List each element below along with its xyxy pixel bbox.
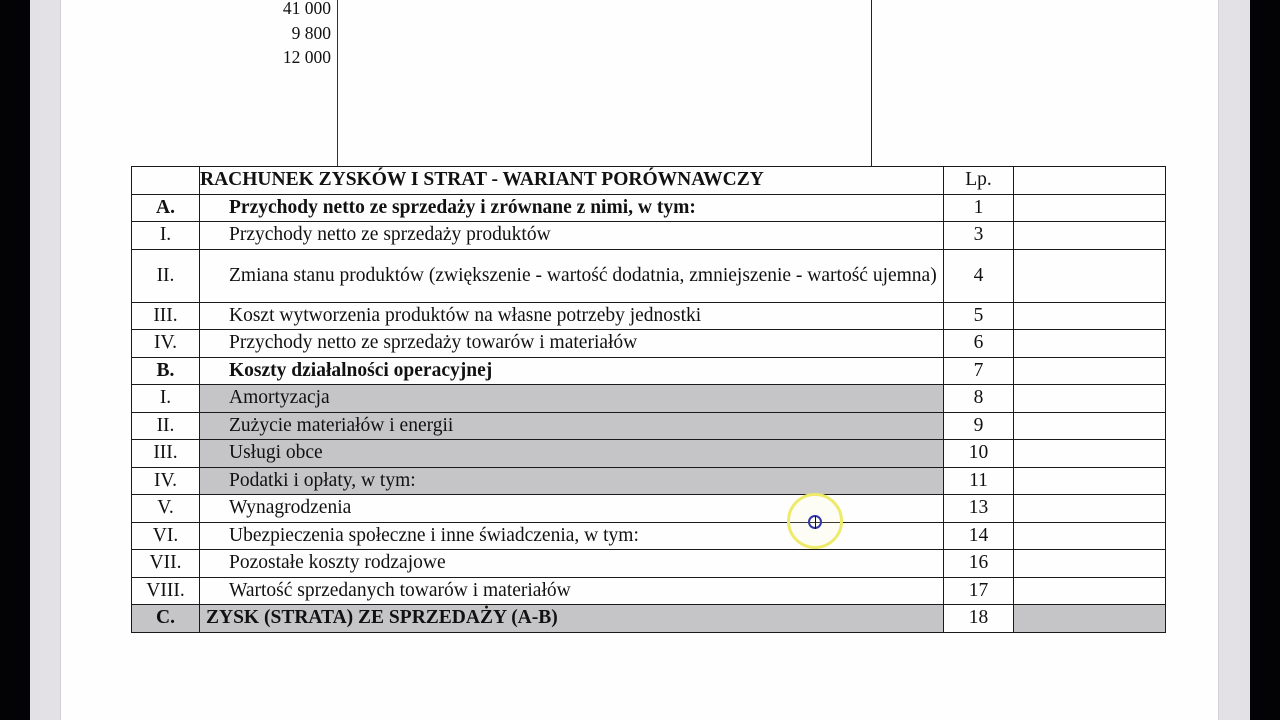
row-label[interactable] (200, 550, 944, 578)
row-value[interactable] (1014, 385, 1166, 413)
row-value[interactable] (1014, 194, 1166, 222)
row-value[interactable] (1014, 357, 1166, 385)
row-label[interactable] (200, 440, 944, 468)
row-value[interactable] (1014, 605, 1166, 633)
row-label-text: Przychody netto ze sprzedaży towarów i materiałów (229, 332, 638, 354)
row-lp[interactable]: 11 (944, 467, 1014, 495)
row-label-text: Wynagrodzenia (229, 497, 352, 519)
table-title[interactable]: RACHUNEK ZYSKÓW I STRAT - WARIANT PORÓWNAWCZY (200, 167, 944, 195)
table-header-row (132, 167, 1166, 195)
document-page (61, 0, 1218, 720)
table-row (132, 577, 1166, 605)
row-label-text: Podatki i opłaty, w tym: (229, 469, 416, 491)
row-symbol[interactable]: VI. (132, 522, 200, 550)
row-label[interactable] (200, 194, 944, 222)
upper-values-column (211, 0, 331, 70)
row-lp[interactable]: 7 (944, 357, 1014, 385)
row-label[interactable]: ZYSK (STRATA) ZE SPRZEDAŻY (A-B) (200, 605, 944, 633)
row-label-text: Ubezpieczenia społeczne i inne świadczenia, w tym: (229, 524, 639, 546)
row-value[interactable] (1014, 249, 1166, 302)
row-symbol[interactable]: VIII. (132, 577, 200, 605)
row-lp[interactable]: 10 (944, 440, 1014, 468)
left-gutter (30, 0, 61, 720)
row-label-text: Pozostałe koszty rodzajowe (229, 552, 446, 574)
row-value[interactable] (1014, 495, 1166, 523)
row-label[interactable] (200, 577, 944, 605)
table-row (132, 550, 1166, 578)
table-row (132, 330, 1166, 358)
row-symbol[interactable]: III. (132, 302, 200, 330)
row-lp[interactable]: 13 (944, 495, 1014, 523)
row-value[interactable] (1014, 577, 1166, 605)
upper-value[interactable]: 12 000 (282, 47, 331, 67)
row-lp[interactable]: 5 (944, 302, 1014, 330)
table-row (132, 467, 1166, 495)
upper-value[interactable]: 9 800 (291, 22, 331, 43)
row-label[interactable] (200, 330, 944, 358)
row-label[interactable] (200, 467, 944, 495)
row-lp[interactable]: 14 (944, 522, 1014, 550)
row-value[interactable] (1014, 222, 1166, 250)
row-label[interactable] (200, 412, 944, 440)
row-label[interactable] (200, 222, 944, 250)
row-label[interactable]: Zmiana stanu produktów (zwiększenie - wartość dodatnia, zmniejszenie - wartość ujemna) (200, 249, 944, 302)
row-value[interactable] (1014, 467, 1166, 495)
table-row (132, 522, 1166, 550)
row-lp[interactable]: 8 (944, 385, 1014, 413)
row-label-text: Koszt wytworzenia produktów na własne potrzeby jednostki (229, 304, 702, 326)
row-value[interactable] (1014, 330, 1166, 358)
row-lp[interactable]: 17 (944, 577, 1014, 605)
row-symbol[interactable]: III. (132, 440, 200, 468)
upper-table-border (337, 0, 338, 167)
table-row (132, 302, 1166, 330)
table-row (132, 249, 1166, 302)
row-symbol[interactable]: V. (132, 495, 200, 523)
row-label[interactable] (200, 385, 944, 413)
header-lp-cell[interactable]: Lp. (944, 167, 1014, 195)
row-symbol[interactable]: II. (132, 412, 200, 440)
row-lp[interactable]: 1 (944, 194, 1014, 222)
table-row (132, 495, 1166, 523)
row-symbol[interactable]: A. (132, 194, 200, 222)
row-label-text: Przychody netto ze sprzedaży i zrównane z nimi, w tym: (229, 196, 696, 218)
right-gutter (1218, 0, 1250, 720)
row-value[interactable] (1014, 550, 1166, 578)
header-symbol-cell[interactable] (132, 167, 200, 195)
row-symbol[interactable]: IV. (132, 330, 200, 358)
upper-table-border (871, 0, 872, 167)
table-row (132, 385, 1166, 413)
row-label-text: Usługi obce (229, 442, 323, 464)
row-value[interactable] (1014, 522, 1166, 550)
row-lp[interactable]: 6 (944, 330, 1014, 358)
table-row-b (132, 357, 1166, 385)
row-lp[interactable]: 3 (944, 222, 1014, 250)
row-value[interactable] (1014, 440, 1166, 468)
row-lp[interactable]: 18 (944, 605, 1014, 633)
row-lp[interactable]: 9 (944, 412, 1014, 440)
row-label[interactable] (200, 357, 944, 385)
row-label-text: Wartość sprzedanych towarów i materiałów (229, 579, 571, 601)
table-row-a (132, 194, 1166, 222)
row-label-text: Przychody netto ze sprzedaży produktów (229, 224, 551, 246)
income-statement-table (131, 166, 1166, 633)
row-symbol[interactable]: II. (132, 249, 200, 302)
table-row (132, 440, 1166, 468)
upper-value[interactable]: 41 000 (282, 0, 331, 18)
row-label-text: Koszty działalności operacyjnej (229, 359, 493, 381)
table-row (132, 412, 1166, 440)
table-row (132, 222, 1166, 250)
row-value[interactable] (1014, 302, 1166, 330)
table-row-c (132, 605, 1166, 633)
header-value-cell[interactable] (1014, 167, 1166, 195)
text-cursor-icon (815, 516, 816, 529)
row-symbol[interactable]: I. (132, 222, 200, 250)
row-symbol[interactable]: VII. (132, 550, 200, 578)
row-symbol[interactable]: C. (132, 605, 200, 633)
row-label-text: Amortyzacja (229, 387, 330, 409)
row-symbol[interactable]: IV. (132, 467, 200, 495)
row-lp[interactable]: 16 (944, 550, 1014, 578)
row-lp[interactable]: 4 (944, 249, 1014, 302)
row-label-text: Zużycie materiałów i energii (229, 414, 454, 436)
row-symbol[interactable]: B. (132, 357, 200, 385)
row-label[interactable] (200, 302, 944, 330)
row-symbol[interactable]: I. (132, 385, 200, 413)
row-value[interactable] (1014, 412, 1166, 440)
